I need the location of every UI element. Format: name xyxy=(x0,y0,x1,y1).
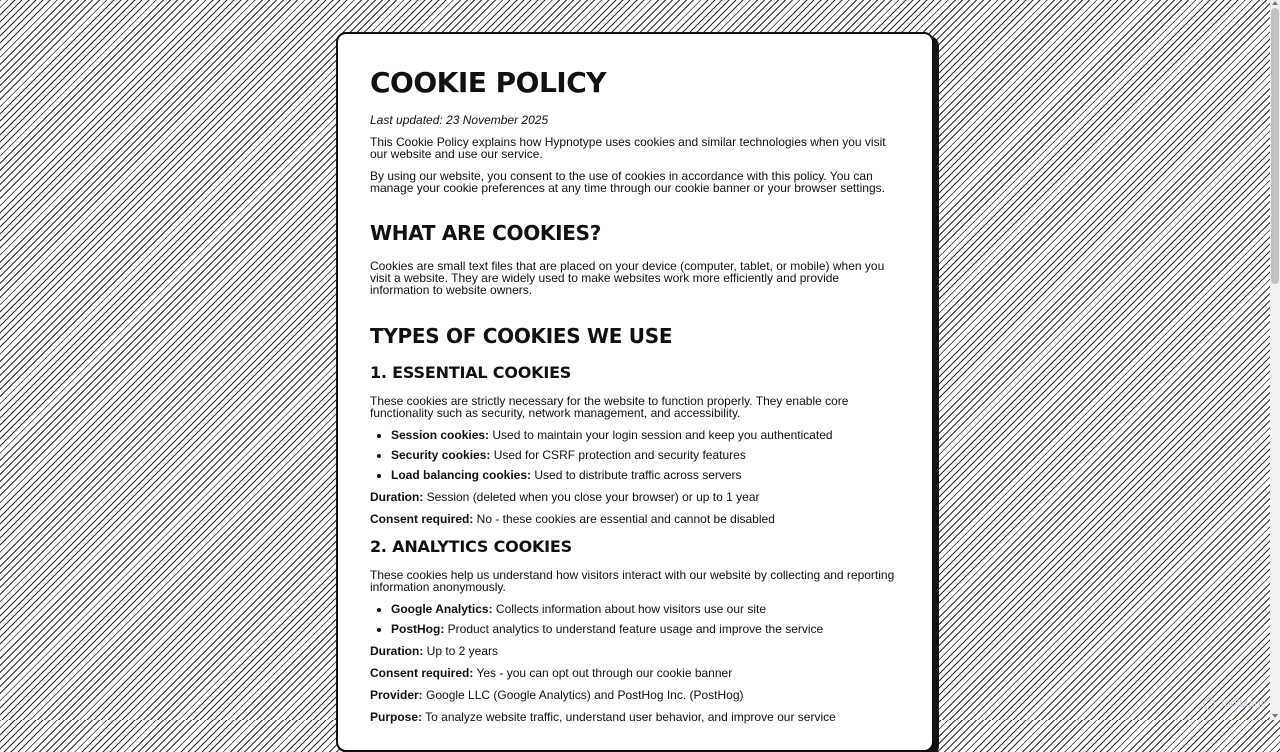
essential-consent: Consent required: No - these cookies are essential and cannot be disabled xyxy=(370,512,775,526)
list-item: • Google Analytics: Collects information about how visitors use our site xyxy=(391,603,900,615)
watermark xyxy=(1203,698,1267,710)
watermark-text: ToolMage xyxy=(1219,698,1267,710)
scrollbar-thumb[interactable] xyxy=(1271,8,1279,284)
page-scrollbar[interactable] xyxy=(1270,0,1280,720)
scroll-down-arrow-icon[interactable] xyxy=(1272,714,1278,718)
analytics-cookies-list xyxy=(370,603,900,635)
essential-cookies-heading: 1. ESSENTIAL COOKIES xyxy=(370,363,572,382)
intro-paragraph-2: By using our website, you consent to the use of cookies in accordance with this policy. You can manage your cookie preferences at any time through our cookie banner or your browser settings. xyxy=(370,169,885,195)
list-item: • PostHog: Product analytics to understand feature usage and improve the service xyxy=(391,623,900,635)
page-title: COOKIE POLICY xyxy=(370,66,607,99)
policy-card xyxy=(336,32,934,752)
essential-duration: Duration: Session (deleted when you close your browser) or up to 1 year xyxy=(370,490,760,504)
what-are-cookies-body: Cookies are small text files that are placed on your device (computer, tablet, or mobile) when you visit a website. They are widely used to make websites work more efficiently and provide information to website owners. xyxy=(370,259,885,297)
list-item: • Security cookies: Used for CSRF protection and security features xyxy=(391,449,900,461)
analytics-cookies-heading: 2. ANALYTICS COOKIES xyxy=(370,537,572,556)
what-are-cookies-heading: WHAT ARE COOKIES? xyxy=(370,221,602,245)
list-item: • Load balancing cookies: Used to distribute traffic across servers xyxy=(391,469,900,481)
analytics-cookies-body: These cookies help us understand how visitors interact with our website by collecting and reporting information anonymously. xyxy=(370,568,895,594)
list-item: • Session cookies: Used to maintain your login session and keep you authenticated xyxy=(391,429,900,441)
essential-cookies-body: These cookies are strictly necessary for the website to function properly. They enable core functionality such as security, network management, and accessibility. xyxy=(370,394,849,420)
scroll-up-arrow-icon[interactable] xyxy=(1272,1,1278,5)
analytics-consent: Consent required: Yes - you can opt out through our cookie banner xyxy=(370,666,733,680)
analytics-duration: Duration: Up to 2 years xyxy=(370,644,499,658)
types-of-cookies-heading: TYPES OF COOKIES WE USE xyxy=(370,324,673,348)
analytics-provider: Provider: Google LLC (Google Analytics) and PostHog Inc. (PostHog) xyxy=(370,688,744,702)
intro-paragraph-1: This Cookie Policy explains how Hypnotype uses cookies and similar technologies when you visit our website and use our service. xyxy=(370,135,886,161)
watermark-logo-icon xyxy=(1203,698,1215,710)
essential-cookies-list xyxy=(370,429,900,481)
analytics-purpose: Purpose: To analyze website traffic, understand user behavior, and improve our service xyxy=(370,710,836,724)
last-updated: Last updated: 23 November 2025 xyxy=(370,113,549,127)
